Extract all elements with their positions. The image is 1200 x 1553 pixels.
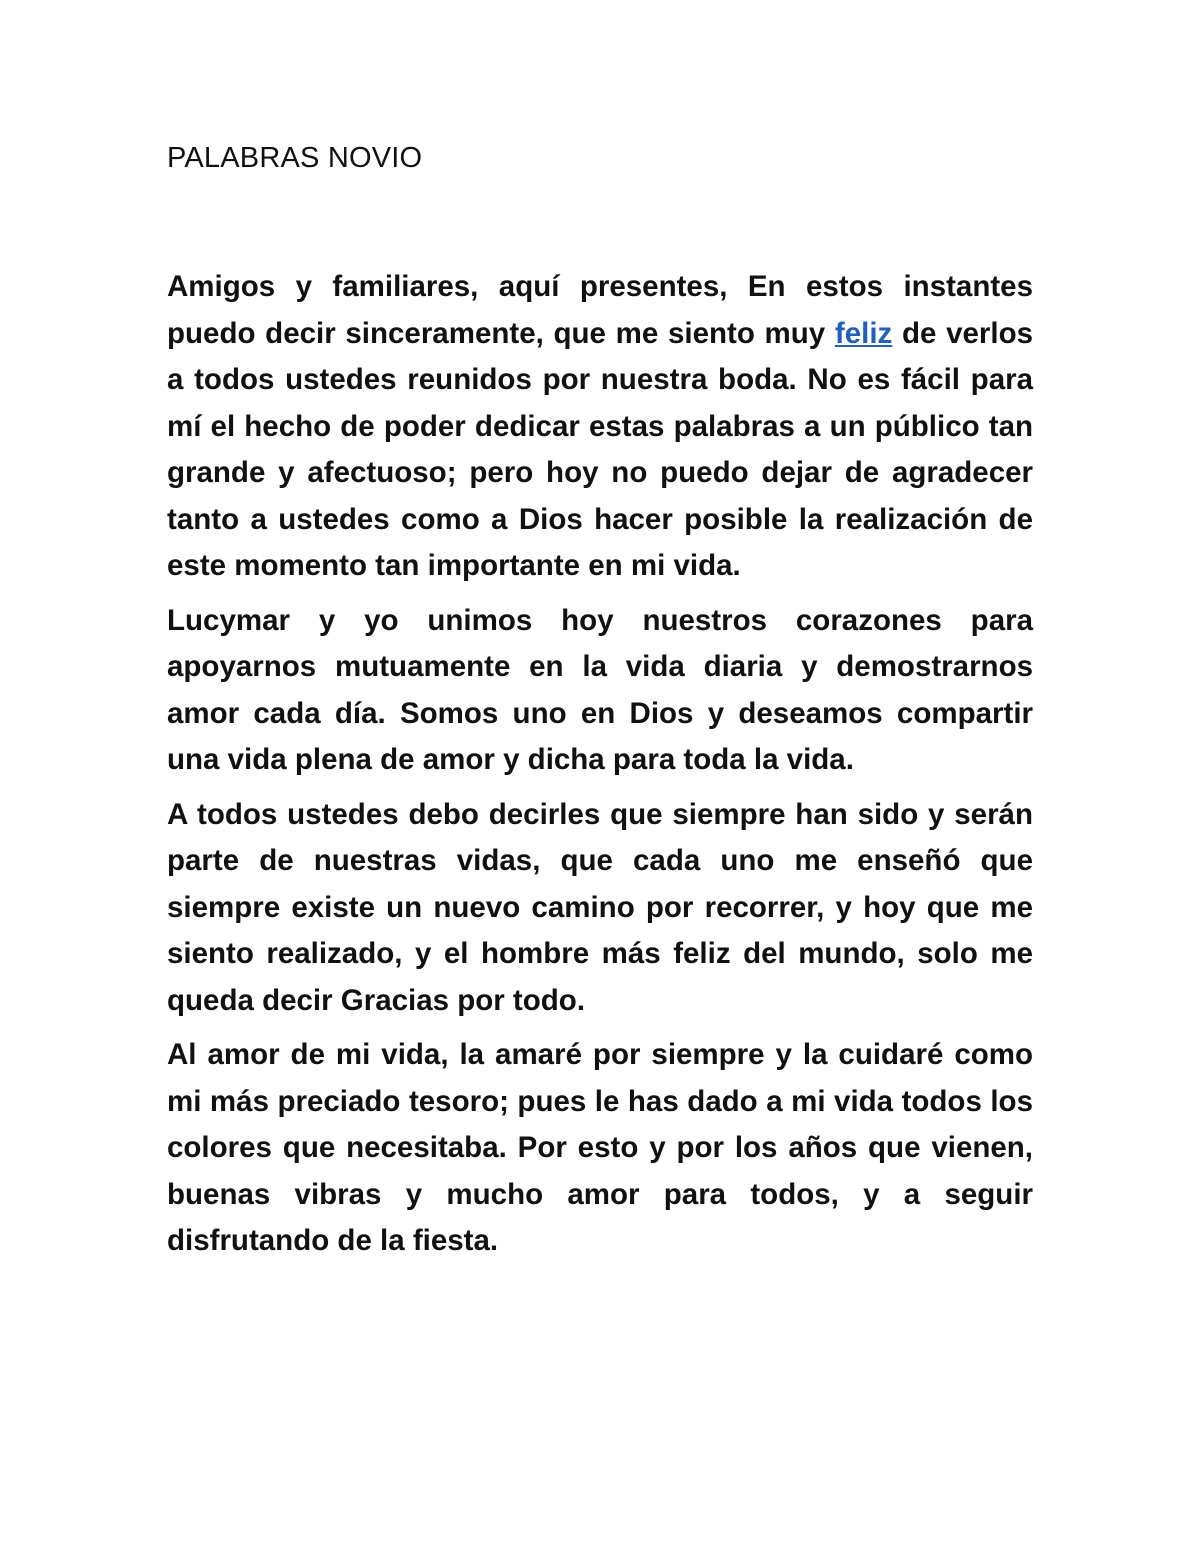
feliz-link[interactable]: feliz bbox=[834, 316, 893, 350]
paragraph-4: Al amor de mi vida, la amaré por siempre y la cuidaré como mi más preciado tesoro; pues le has dado a mi vida todos los colores que necesitaba. Por esto y por los años que vienen, buenas vibras y mucho amor para todos, y a seguir disfrutando de la fiesta. bbox=[167, 1038, 1033, 1257]
paragraph-1 bbox=[167, 264, 1033, 590]
paragraph-3: A todos ustedes debo decirles que siempre han sido y serán parte de nuestras vidas, que cada uno me enseñó que siempre existe un nuevo camino por recorrer, y hoy que me siento realizado, y el hombre más feliz del mundo, solo me queda decir Gracias por todo. bbox=[167, 797, 1033, 1017]
paragraph-1-text-before: Amigos y familiares, aquí presentes, En estos instantes puedo decir sinceramente, que me siento muy bbox=[167, 270, 1033, 350]
document-body bbox=[167, 264, 1033, 1273]
document-title: PALABRAS NOVIO bbox=[167, 142, 423, 174]
paragraph-2: Lucymar y yo unimos hoy nuestros corazones para apoyarnos mutuamente en la vida diaria y demostrarnos amor cada día. Somos uno en Dios y deseamos compartir una vida plena de amor y dicha para toda la vida. bbox=[167, 603, 1033, 776]
paragraph-1-text-after: de verlos a todos ustedes reunidos por nuestra boda. No es fácil para mí el hecho de poder dedicar estas palabras a un público tan grande y afectuoso; pero hoy no puedo dejar de agradecer tanto a ustedes como a Dios hacer posible la realización de este momento tan importante en mi vida. bbox=[167, 316, 1033, 582]
